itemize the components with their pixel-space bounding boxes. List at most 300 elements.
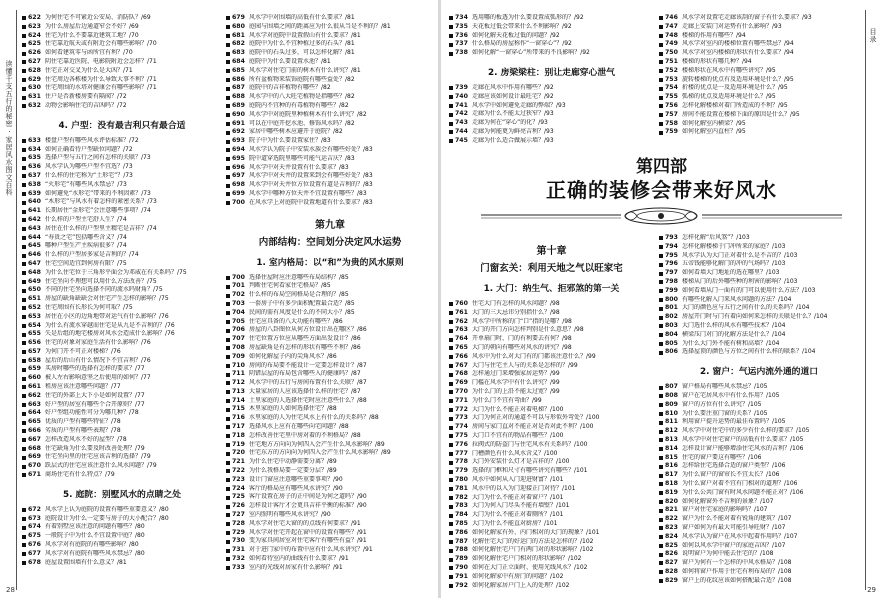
entry-text: 大门的开门方向怎样判别是什么意思？/98	[472, 326, 584, 334]
entry-text: 天花板过低会带来什么不利影响？/92	[472, 22, 572, 30]
bullet-square-icon	[449, 496, 453, 500]
toc-entry	[226, 49, 434, 58]
bullet-square-icon	[22, 236, 26, 240]
toc-entry	[449, 300, 654, 309]
bullet-square-icon	[449, 443, 453, 447]
toc-entry	[22, 137, 222, 146]
entry-text: 如何化解家有外、内门相对的大门的现象？/101	[472, 528, 600, 536]
entry-text: 判断住宅何看家住宅格局？/85	[249, 282, 331, 290]
entry-text: 旋转楼梯的优点有及适用环境是什么？/95	[682, 75, 794, 83]
bullet-square-icon	[22, 245, 26, 249]
bullet-square-icon	[659, 482, 663, 486]
entry-number: 643	[28, 224, 41, 232]
entry-text: 居住在小区的边角地带对运气有什么影响？/76	[45, 312, 169, 320]
bullet-square-icon	[659, 447, 663, 451]
entry-number: 792	[455, 581, 468, 589]
bullet-square-icon	[226, 417, 230, 421]
bullet-square-icon	[226, 513, 230, 517]
entry-text: 商场住宅有什么特点？/79	[45, 471, 115, 479]
toc-entry	[22, 278, 222, 287]
entry-text: 住宅周围的水塔对健康会有哪些影响？/71	[45, 84, 157, 92]
bullet-square-icon	[22, 438, 26, 442]
bullet-square-icon	[659, 272, 663, 276]
entry-number: 682	[232, 40, 245, 48]
toc-entry	[659, 58, 859, 67]
bullet-square-icon	[226, 399, 230, 403]
toc-entry	[659, 23, 859, 32]
entry-number: 656	[28, 339, 41, 347]
toc-entry	[659, 40, 859, 49]
entry-number: 626	[28, 49, 41, 57]
bullet-square-icon	[449, 139, 453, 143]
entry-number: 770	[455, 387, 468, 395]
bullet-square-icon	[226, 320, 230, 324]
toc-entry	[659, 234, 859, 243]
entry-text: 租房应该注意哪些问题？/77	[45, 383, 121, 391]
toc-entry	[226, 555, 434, 564]
entry-number: 765	[455, 343, 468, 351]
entry-text: 走廊应该如何设计最旺宅？/92	[472, 92, 554, 100]
entry-text: 所有盆植物来装饰庭院有哪些益处？/82	[249, 75, 355, 83]
entry-number: 769	[455, 379, 468, 387]
bullet-square-icon	[449, 390, 453, 394]
entry-number: 760	[455, 300, 468, 307]
bullet-square-icon	[22, 210, 26, 214]
section-heading: 1. 室内格局：以“和”为贵的风水原则	[256, 257, 404, 268]
entry-number: 762	[455, 317, 468, 325]
entry-number: 704	[232, 308, 245, 316]
toc-entry	[22, 67, 222, 76]
entry-number: 638	[28, 180, 41, 188]
entry-text: 为什么住宅中动静需要分离？/89	[249, 458, 337, 466]
entry-text: 风水学中对天井位方位设置有道是吉利的？/83	[249, 181, 373, 189]
entry-number: 628	[28, 66, 41, 74]
toc-entry	[226, 40, 434, 49]
entry-text: 弧梯的优点及适用环境是什么？/95	[682, 93, 776, 101]
entry-number: 698	[232, 181, 245, 189]
entry-number: 671	[28, 471, 41, 479]
entry-number: 823	[665, 523, 678, 531]
entry-text: 怎样设计客厅才会更具吉祥平衡的标准？/90	[249, 502, 367, 510]
entry-text: 家居中哪些树木应避开于庭院？/82	[249, 128, 343, 136]
bullet-square-icon	[449, 408, 453, 412]
toc-entry	[22, 515, 222, 524]
bullet-square-icon	[659, 289, 663, 293]
entry-text: 哪种户型生产主疾病很多？/74	[45, 242, 127, 250]
bullet-square-icon	[449, 514, 453, 518]
bullet-square-icon	[22, 341, 26, 345]
entry-number: 811	[665, 418, 678, 426]
bullet-square-icon	[449, 540, 453, 544]
bullet-square-icon	[226, 302, 230, 306]
entry-number: 740	[455, 92, 468, 100]
bullet-square-icon	[659, 307, 663, 311]
toc-entry	[449, 458, 654, 467]
bullet-square-icon	[22, 350, 26, 354]
bullet-square-icon	[226, 355, 230, 359]
bullet-square-icon	[22, 280, 26, 284]
bullet-square-icon	[449, 43, 453, 47]
toc-entry	[226, 485, 434, 494]
entry-text: 房屋开门时与门有着向如何来怎样的关联是什么？/104	[682, 313, 828, 321]
toc-entry	[659, 524, 859, 533]
entry-text: 阴住宅靠近医院、电影院附近会怎样？/71	[45, 57, 157, 65]
toc-entry	[659, 418, 859, 427]
entry-number: 648	[28, 268, 41, 276]
entry-text: 门槽颜色有什么风水含义？/100	[472, 449, 558, 457]
entry-text: “火形宅”有哪些风水禁忌？/73	[45, 180, 127, 188]
entry-text: 为什么窗户的窗帘长不宜太长？/106	[682, 471, 780, 479]
bullet-square-icon	[449, 531, 453, 535]
entry-number: 630	[28, 84, 41, 92]
entry-number: 654	[28, 321, 41, 329]
entry-text: 风水学中的五行与房间布置有什么关联？/87	[249, 379, 367, 387]
bullet-square-icon	[659, 104, 663, 108]
toc-entry	[659, 304, 859, 313]
entry-number: 695	[232, 154, 245, 162]
entry-text: 五帝钱能够化解门的冲的气场吗？/103	[682, 260, 786, 268]
entry-number: 703	[232, 299, 245, 307]
entry-text: 住宅坐向不理想可以用什么方法改善？/75	[45, 277, 157, 285]
bullet-square-icon	[22, 447, 26, 451]
entry-text: 如何化解室内直柱？/95	[682, 128, 746, 136]
entry-number: 750	[665, 49, 678, 57]
toc-entry	[449, 379, 654, 388]
toc-entry	[659, 436, 859, 445]
entry-number: 674	[28, 523, 41, 531]
bullet-square-icon	[449, 364, 453, 368]
page-number: 29	[867, 586, 876, 594]
entry-text: 民间的需有风度是什么的不同大小？/85	[249, 308, 355, 316]
entry-text: 怎样通过门来增强家居运势？/99	[472, 370, 560, 378]
entry-number: 809	[665, 400, 678, 408]
bullet-square-icon	[659, 298, 663, 302]
entry-number: 773	[455, 414, 468, 422]
toc-entry	[22, 471, 222, 480]
entry-number: 665	[28, 418, 41, 426]
entry-text: 怎样改造风水不好的屋型？/78	[45, 435, 127, 443]
entry-text: 住宅靠近航天或有附近会有哪些影响？/70	[45, 40, 157, 48]
entry-number: 699	[232, 189, 245, 197]
bullet-square-icon	[226, 184, 230, 188]
toc-entry	[659, 296, 859, 305]
bullet-square-icon	[226, 469, 230, 473]
bullet-square-icon	[226, 16, 230, 20]
chapter-title: 内部结构：空间划分决定风水运势	[258, 236, 402, 248]
entry-text: 风水学中对住宅窗户的高低有什么要求？/105	[682, 435, 804, 443]
bullet-square-icon	[659, 78, 663, 82]
toc-entry	[659, 322, 859, 331]
entry-text: 风水中的以入为门迎接正门对待？/101	[472, 484, 576, 492]
entry-number: 817	[665, 471, 678, 479]
entry-number: 655	[28, 330, 41, 338]
entry-text: 窗户在宅居风水中有什么作用？/105	[682, 391, 780, 399]
entry-number: 651	[28, 295, 41, 303]
entry-number: 807	[665, 383, 678, 391]
bullet-square-icon	[226, 443, 230, 447]
entry-text: 选用哪的板透为什么要设置成弧形的？/92	[472, 14, 584, 21]
bullet-square-icon	[449, 104, 453, 108]
bullet-square-icon	[22, 412, 26, 416]
toc-entry	[22, 146, 222, 155]
entry-text: 为什么公共门窗有时风水问题不能正对？/106	[682, 488, 804, 496]
entry-number: 635	[28, 154, 41, 162]
entry-number: 767	[455, 361, 468, 369]
entry-number: 660	[28, 374, 41, 382]
entry-text: 失是后组的地宅楼房对风水会造成什么影响？/76	[45, 330, 175, 338]
bullet-square-icon	[22, 174, 26, 178]
bullet-square-icon	[449, 558, 453, 562]
toc-entry	[449, 137, 654, 146]
toc-entry	[226, 23, 434, 32]
entry-text: 选择住屋时应注意哪些布局结构？/85	[249, 273, 349, 281]
entry-number: 766	[455, 352, 468, 360]
toc-entry	[22, 523, 222, 532]
entry-number: 735	[455, 22, 468, 30]
bullet-square-icon	[449, 426, 453, 430]
toc-entry	[226, 172, 434, 181]
toc-entry	[659, 49, 859, 58]
bullet-square-icon	[659, 465, 663, 469]
bullet-square-icon	[22, 52, 26, 56]
entry-number: 711	[232, 370, 245, 378]
toc-entry	[659, 252, 859, 261]
entry-text: 大门为什么不能正对着窗户？/101	[472, 493, 564, 501]
toc-entry	[226, 93, 434, 102]
toc-entry	[22, 14, 222, 23]
bullet-square-icon	[449, 329, 453, 333]
entry-text: 风水中为什么对大门有的门都该注意什么？/99	[472, 352, 596, 360]
toc-entry	[449, 555, 654, 564]
entry-number: 623	[28, 22, 41, 30]
entry-text: 在风水学上对庭院中设置地道有什么要求？/83	[249, 198, 373, 206]
toc-entry	[22, 383, 222, 392]
toc-entry	[226, 476, 434, 485]
bullet-square-icon	[659, 561, 663, 565]
bullet-square-icon	[449, 113, 453, 117]
entry-text: 选择风水上应有在哪些向宅问题？/88	[249, 423, 349, 431]
entry-number: 803	[665, 321, 678, 329]
entry-number: 758	[665, 119, 678, 127]
entry-number: 795	[665, 251, 678, 259]
entry-number: 774	[455, 423, 468, 431]
entry-text: 风水学认为哪些户型不宜选？/73	[45, 163, 133, 171]
entry-text: 风水学对住宅门前的树木有什么讲究？/81	[249, 66, 361, 74]
entry-text: 选择的门框和尺寸有哪些讲究有哪些？/101	[472, 467, 588, 475]
entry-text: 可以在中庭开挖水池、修饰风水吗？/82	[249, 119, 355, 127]
entry-text: 风水学认为院子中安装水族会有哪些好处？/83	[249, 145, 373, 153]
bullet-square-icon	[449, 122, 453, 126]
bullet-square-icon	[659, 535, 663, 539]
entry-number: 716	[232, 414, 245, 422]
toc-entry	[659, 260, 859, 269]
entry-number: 800	[665, 295, 678, 303]
entry-text: 为什么窗户对着不宜有门相对的道理？/106	[682, 479, 798, 487]
entry-text: 庭院设计为什么一定要与房子的大小配合？/80	[45, 514, 169, 522]
entry-number: 804	[665, 330, 678, 338]
entry-number: 700	[232, 198, 245, 206]
entry-text: 化解住宅大门的好运门的方法是怎样的？/102	[472, 537, 594, 545]
toc-column	[449, 14, 654, 146]
entry-text: 大门为什么不能正对着电梯？/100	[472, 405, 564, 413]
bullet-square-icon	[449, 505, 453, 509]
entry-text: 木里家庭的人如何选择住宅？/88	[249, 405, 337, 413]
entry-text: 优质的户型有哪些特征？/78	[45, 418, 121, 426]
bullet-square-icon	[226, 346, 230, 350]
entry-number: 683	[232, 49, 245, 57]
toc-entry	[449, 494, 654, 503]
entry-text: 风水学中的八大旺宅植物是指哪些？/82	[249, 93, 355, 101]
toc-entry	[659, 489, 859, 498]
bullet-square-icon	[449, 566, 453, 570]
entry-number: 813	[665, 435, 678, 443]
entry-number: 802	[665, 313, 678, 321]
entry-text: “寿贵之宅”包括哪些含义？/74	[45, 233, 127, 241]
part-title: 正确的装修会带来好风水	[546, 178, 777, 202]
entry-text: 窗户为什么不能对着有锐角的建筑？/107	[682, 515, 792, 523]
toc-entry	[226, 318, 434, 327]
entry-number: 662	[28, 391, 41, 399]
bullet-square-icon	[449, 382, 453, 386]
bullet-square-icon	[22, 473, 26, 477]
bullet-square-icon	[226, 192, 230, 196]
toc-entry	[449, 353, 654, 362]
entry-text: 窗户对住宅家庭的影响吗？/107	[682, 506, 768, 514]
entry-number: 714	[232, 396, 245, 404]
toc-entry	[226, 397, 434, 406]
entry-text: 如何避免“水形宅”带来的不利因素？/73	[45, 189, 151, 197]
bullet-square-icon	[449, 355, 453, 359]
entry-text: 如何看墙大门地址的选在哪里？/103	[682, 269, 780, 277]
bullet-square-icon	[226, 434, 230, 438]
toc-entry	[22, 269, 222, 278]
entry-number: 664	[28, 409, 41, 417]
bullet-square-icon	[22, 403, 26, 407]
bullet-square-icon	[449, 320, 453, 324]
entry-number: 794	[665, 242, 678, 250]
bullet-square-icon	[226, 461, 230, 465]
bullet-square-icon	[659, 518, 663, 522]
entry-number: 764	[455, 335, 468, 343]
part-label: 第四部	[636, 157, 687, 177]
bullet-square-icon	[22, 87, 26, 91]
entry-text: 怎样给住宅选择合适的窗户类型？/106	[682, 462, 786, 470]
entry-number: 669	[28, 453, 41, 461]
bullet-square-icon	[659, 386, 663, 390]
entry-number: 775	[455, 431, 468, 439]
bullet-square-icon	[659, 394, 663, 398]
entry-text: 什么样的住宅称为“土形宅”？/73	[45, 171, 133, 179]
entry-text: 设计门窗应注意哪些重要事项？/90	[249, 475, 343, 483]
entry-number: 733	[232, 563, 245, 571]
section-heading: 2. 窗户：气运内流外通的道口	[699, 367, 819, 378]
entry-text: 如何看待室内的曲线有什么要求？/91	[249, 555, 349, 563]
toc-entry	[22, 40, 222, 49]
entry-text: 大门外安装什么灯才是吉祥的？/100	[472, 458, 570, 466]
entry-text: 什么样的户型主宅舒人生？/74	[45, 215, 127, 223]
bullet-square-icon	[449, 311, 453, 315]
toc-entry	[659, 287, 859, 296]
entry-text: 一般院子中为什么不宜设置中庭？/80	[45, 532, 145, 540]
toc-entry	[22, 32, 222, 41]
bullet-square-icon	[22, 148, 26, 152]
entry-number: 730	[232, 537, 245, 545]
bullet-square-icon	[449, 338, 453, 342]
entry-text: 大门的朝向有哪些对风水的讲究？/98	[472, 343, 572, 351]
entry-number: 743	[455, 119, 468, 127]
bullet-square-icon	[449, 86, 453, 90]
bullet-square-icon	[22, 561, 26, 565]
entry-text: 怎样化解“后风煞”？/103	[682, 234, 750, 241]
entry-number: 790	[455, 563, 468, 571]
bullet-square-icon	[449, 487, 453, 491]
bullet-square-icon	[22, 192, 26, 196]
bullet-square-icon	[226, 373, 230, 377]
entry-number: 728	[232, 519, 245, 527]
bullet-square-icon	[659, 263, 663, 267]
toc-entry	[449, 520, 654, 529]
entry-number: 639	[28, 189, 41, 197]
bullet-square-icon	[659, 544, 663, 548]
toc-entry	[22, 172, 222, 181]
entry-text: 住宅周边各栋楼为什么导致大事不利？/71	[45, 75, 157, 83]
entry-text: 风水学认为大门正对着什么是不吉的？/103	[682, 251, 798, 259]
bullet-square-icon	[449, 434, 453, 438]
toc-entry	[449, 582, 654, 591]
toc-column	[659, 234, 859, 585]
toc-entry	[449, 529, 654, 538]
entry-number: 814	[665, 444, 678, 452]
entry-text: 走廊为何能更为鲜亮吉利？/93	[472, 127, 554, 135]
bullet-square-icon	[226, 452, 230, 456]
bullet-square-icon	[449, 399, 453, 403]
entry-text: 如何化解家中有房门的问题？/102	[472, 572, 564, 580]
bullet-square-icon	[659, 333, 663, 337]
entry-number: 763	[455, 326, 468, 334]
entry-number: 793	[665, 234, 678, 241]
toc-entry	[659, 533, 859, 542]
toc-entry	[659, 454, 859, 463]
entry-number: 806	[665, 348, 678, 356]
bullet-square-icon	[226, 87, 230, 91]
toc-entry	[659, 401, 859, 410]
entry-text: 楼盘户型有哪些风水评估标准？/72	[45, 136, 139, 144]
toc-entry	[22, 102, 222, 111]
toc-entry	[659, 76, 859, 85]
bullet-square-icon	[226, 381, 230, 385]
toc-entry	[659, 559, 859, 568]
toc-entry	[449, 40, 654, 49]
toc-entry	[226, 84, 434, 93]
bullet-square-icon	[22, 306, 26, 310]
entry-text: 住宅大门有怎样的风水问题？/98	[472, 300, 560, 307]
toc-entry	[659, 348, 859, 357]
entry-text: 为什么门不宜有弯曲？/99	[472, 396, 542, 404]
toc-entry	[226, 309, 434, 318]
bullet-square-icon	[226, 329, 230, 333]
bullet-square-icon	[22, 254, 26, 258]
toc-entry	[449, 102, 654, 111]
toc-entry	[659, 462, 859, 471]
toc-entry	[226, 102, 434, 111]
toc-entry	[22, 23, 222, 32]
bullet-square-icon	[449, 346, 453, 350]
entry-text: 庭院内不宜种的有毒植物有哪些？/82	[249, 101, 349, 109]
bullet-square-icon	[226, 131, 230, 135]
entry-number: 709	[232, 352, 245, 360]
entry-number: 791	[455, 572, 468, 580]
bullet-square-icon	[226, 522, 230, 526]
